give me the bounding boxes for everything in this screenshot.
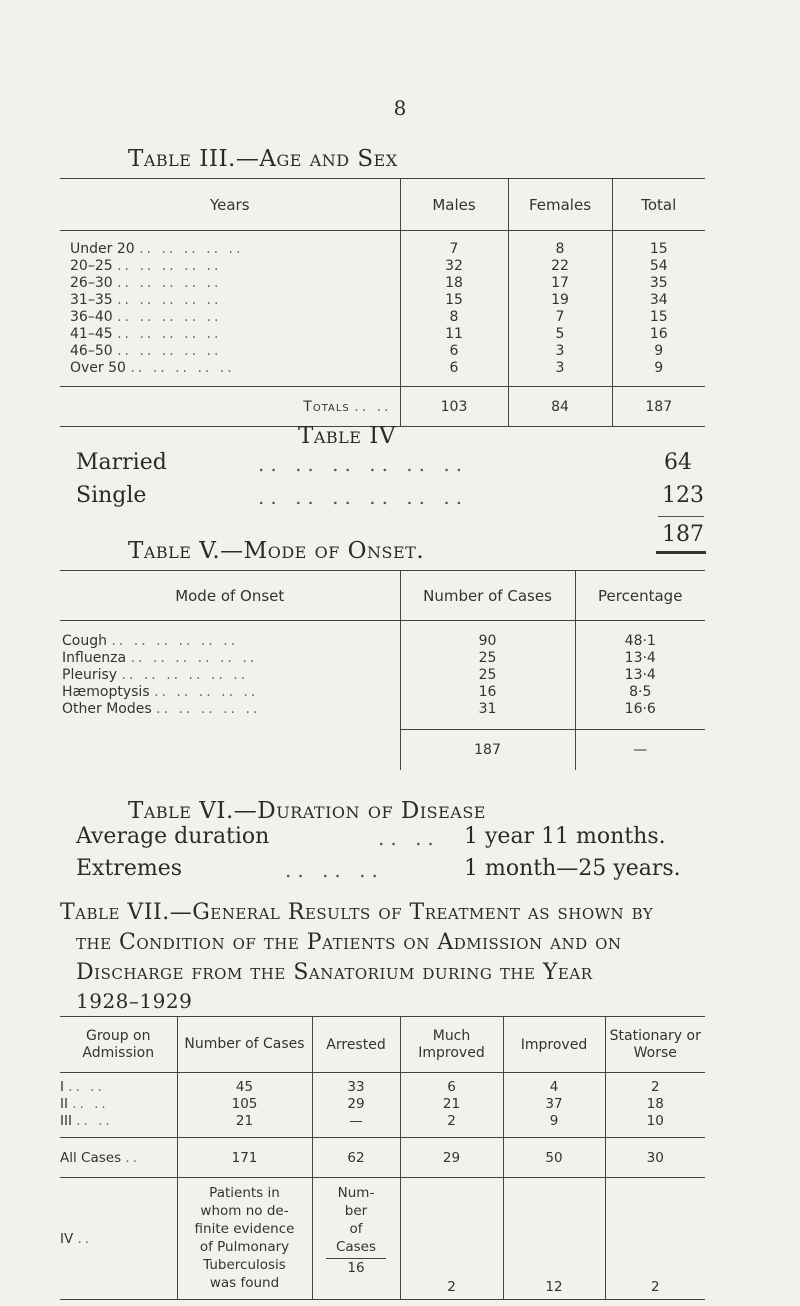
table3-totals-row: Totals .. .. 103 84 187: [60, 387, 705, 427]
table-row: Influenza .. .. .. .. .. .. 25 13·4: [60, 650, 705, 667]
table4-row-single: Single: [76, 483, 147, 508]
table5-caption: Table V.—Mode of Onset.: [128, 538, 425, 564]
header-females: Females: [508, 179, 612, 231]
single-value: 123: [662, 483, 704, 508]
married-value: 64: [664, 450, 692, 475]
table6-caption: Table VI.—Duration of Disease: [128, 798, 486, 824]
table-row: III .. .. 21 — 2 9 10: [60, 1113, 705, 1130]
table5-totals-row: 187 —: [60, 730, 705, 770]
extremes-value: 1 month—25 years.: [464, 856, 681, 881]
table7-caption-line2: the Condition of the Patients on Admission and on: [76, 930, 622, 955]
table3-header: [60, 179, 705, 231]
header-years: Years: [209, 195, 250, 214]
table3: [60, 178, 705, 427]
table-row: 31–35 .. .. .. .. .. 15 19 34: [60, 292, 705, 309]
table5: [60, 570, 705, 770]
table-row: Cough .. .. .. .. .. .. 90 48·1: [60, 633, 705, 650]
extremes-label: Extremes: [76, 856, 183, 881]
table4-total: 187: [662, 522, 704, 547]
table7: [60, 1016, 705, 1300]
table5-header: Mode of Onset Number of Cases Percentage: [60, 571, 705, 621]
page-number: 8: [393, 96, 407, 120]
table-row: Other Modes .. .. .. .. .. 31 16·6: [60, 701, 705, 718]
average-duration-label: Average duration: [76, 824, 270, 849]
table7-all-cases-row: All Cases .. 171 62 29 50 30: [60, 1138, 705, 1178]
table3-caption: Table III.—Age and Sex: [128, 146, 398, 172]
table-row: Over 50 .. .. .. .. .. 6 3 9: [60, 360, 705, 377]
table7-caption-line1: Table VII.—General Results of Treatment as shown by: [60, 900, 654, 925]
table-row: Under 20 .. .. .. .. .. 7 8 15: [60, 241, 705, 258]
table-row: 26–30 .. .. .. .. .. 18 17 35: [60, 275, 705, 292]
average-duration-value: 1 year 11 months.: [464, 824, 666, 849]
table-row: 46–50 .. .. .. .. .. 6 3 9: [60, 343, 705, 360]
table-row: 36–40 .. .. .. .. .. 8 7 15: [60, 309, 705, 326]
table-row: Hæmoptysis .. .. .. .. .. 16 8·5: [60, 684, 705, 701]
header-males: Males: [400, 179, 508, 231]
table4-row-married: Married: [76, 450, 167, 475]
table7-caption-line4: 1928–1929: [76, 989, 193, 1013]
table-row: 41–45 .. .. .. .. .. 11 5 16: [60, 326, 705, 343]
table7-header: Group on Admission Number of Cases Arrested Much Improved Improved Stationary or Worse: [60, 1017, 705, 1073]
table4-caption: Table IV: [298, 423, 396, 449]
table-row: Pleurisy .. .. .. .. .. .. 25 13·4: [60, 667, 705, 684]
table7-caption-line3: Discharge from the Sanatorium during the Year: [76, 960, 593, 985]
table-row: II .. .. 105 29 21 37 18: [60, 1096, 705, 1113]
table-row: 20–25 .. .. .. .. .. 32 22 54: [60, 258, 705, 275]
header-total: Total: [612, 179, 705, 231]
table7-group-iv-row: IV .. Patients in whom no de- finite evidence of Pulmonary Tuberculosis was found Num- ber of Cases 16 2 12 2: [60, 1178, 705, 1300]
table-row: I .. .. 45 33 6 4 2: [60, 1079, 705, 1096]
